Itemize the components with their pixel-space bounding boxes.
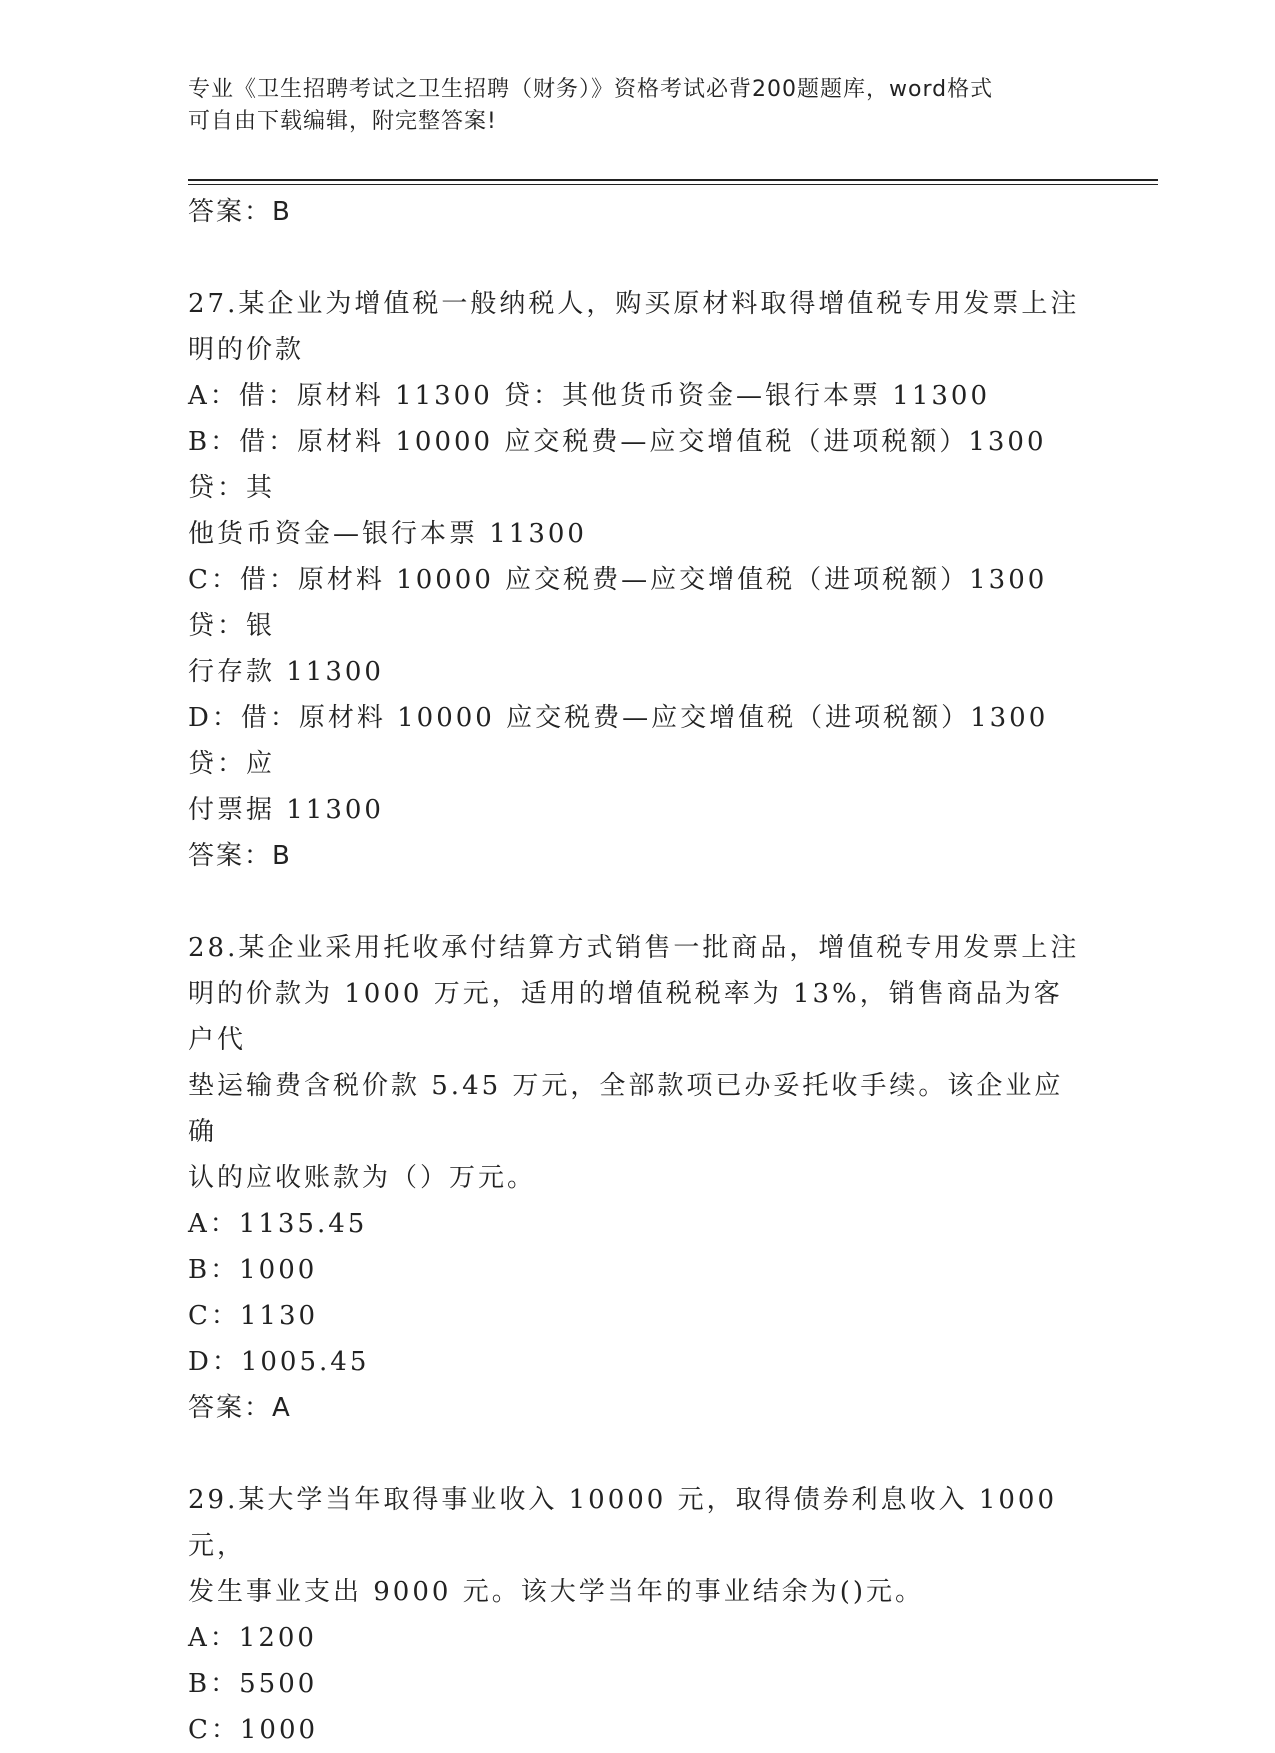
question-stem: 29.某大学当年取得事业收入 10000 元，取得债券利息收入 1000 元， bbox=[188, 1485, 1058, 1561]
question-stem: 认的应收账款为（）万元。 bbox=[188, 1163, 537, 1193]
option-c: C：借：原材料 10000 应交税费—应交增值税（进项税额）1300 贷：银 bbox=[188, 565, 1048, 641]
option-b-continued: 他货币资金—银行本票 11300 bbox=[188, 519, 587, 549]
question-stem: 27.某企业为增值税一般纳税人，购买原材料取得增值税专用发票上注 bbox=[188, 289, 1080, 319]
question-stem: 垫运输费含税价款 5.45 万元，全部款项已办妥托收手续。该企业应确 bbox=[188, 1071, 1064, 1147]
option-c: C：1000 bbox=[188, 1715, 319, 1745]
option-a: A：1200 bbox=[188, 1623, 317, 1653]
question-27 bbox=[188, 281, 1088, 879]
option-b: B：借：原材料 10000 应交税费—应交增值税（进项税额）1300 贷：其 bbox=[188, 427, 1047, 503]
question-stem: 明的价款 bbox=[188, 335, 305, 365]
header-line-1: 专业《卫生招聘考试之卫生招聘（财务）》资格考试必背200题题库，word格式 bbox=[188, 77, 994, 102]
option-d: D：1005.45 bbox=[188, 1347, 370, 1377]
option-c-continued: 行存款 11300 bbox=[188, 657, 384, 687]
answer: 答案：B bbox=[188, 841, 292, 871]
option-c: C：1130 bbox=[188, 1301, 319, 1331]
question-stem: 发生事业支出 9000 元。该大学当年的事业结余为()元。 bbox=[188, 1577, 924, 1607]
answer: 答案：A bbox=[188, 1393, 292, 1423]
spacer bbox=[188, 1431, 1088, 1477]
option-a: A：借：原材料 11300 贷：其他货币资金—银行本票 11300 bbox=[188, 381, 990, 411]
previous-answer: 答案：B bbox=[188, 197, 292, 227]
option-d: D：借：原材料 10000 应交税费—应交增值税（进项税额）1300 贷：应 bbox=[188, 703, 1049, 779]
option-b: B：1000 bbox=[188, 1255, 318, 1285]
header-line-2: 可自由下载编辑，附完整答案! bbox=[188, 109, 497, 134]
header-divider bbox=[188, 179, 1158, 185]
question-stem: 28.某企业采用托收承付结算方式销售一批商品，增值税专用发票上注 bbox=[188, 933, 1080, 963]
option-b: B：5500 bbox=[188, 1669, 318, 1699]
option-a: A：1135.45 bbox=[188, 1209, 368, 1239]
option-d-continued: 付票据 11300 bbox=[188, 795, 384, 825]
question-list bbox=[188, 189, 1088, 1753]
question-28 bbox=[188, 925, 1088, 1431]
question-29 bbox=[188, 1477, 1088, 1753]
question-stem: 明的价款为 1000 万元，适用的增值税税率为 13%，销售商品为客户代 bbox=[188, 979, 1063, 1055]
spacer bbox=[188, 235, 1088, 281]
spacer bbox=[188, 879, 1088, 925]
page-header bbox=[188, 74, 1088, 138]
